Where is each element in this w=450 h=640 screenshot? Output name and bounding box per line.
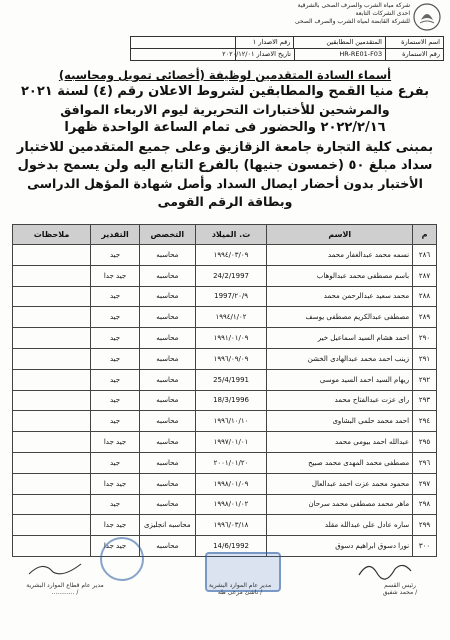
- grade: جيد: [91, 348, 140, 369]
- announcement-line-2: بفرع منيا القمح والمطابقين لشروط الاعلان رقم (٤) لسنة ٢٠٢١: [20, 84, 429, 99]
- notes: [13, 245, 91, 266]
- candidate-name: عبدالله احمد بيومى محمد: [267, 432, 413, 453]
- grade: جيد جدا: [91, 536, 140, 557]
- birth-date: ١٩٩٨/٠١/٠٩: [195, 473, 267, 494]
- specialty: محاسبه: [139, 369, 195, 390]
- table-row: [13, 245, 437, 266]
- header-number: م: [413, 225, 437, 245]
- grade: جيد جدا: [91, 265, 140, 286]
- notes: [13, 536, 91, 557]
- notes: [13, 515, 91, 536]
- candidate-name: ريهام السيد احمد السيد موسى: [267, 369, 413, 390]
- signature-name: / ناشئ مرعى طه: [217, 589, 263, 596]
- birth-date: ١٩٩٧/٠١/٠١: [195, 432, 267, 453]
- specialty: محاسبه: [139, 411, 195, 432]
- table-row: [13, 286, 437, 307]
- specialty: محاسبه: [139, 452, 195, 473]
- birth-date: ٢٠٠١/٠١/٢٠: [195, 452, 267, 473]
- specialty: محاسبه: [139, 328, 195, 349]
- table-row: [13, 348, 437, 369]
- edition-label: رقم الاصدار ١: [235, 37, 293, 48]
- form-name-label: اسم الاستمارة: [385, 37, 443, 48]
- table-body: [13, 245, 437, 557]
- specialty: محاسبه: [139, 473, 195, 494]
- grade: جيد جدا: [91, 515, 140, 536]
- grade: جيد: [91, 286, 140, 307]
- candidate-name: باسم مصطفى محمد عبدالوهاب: [267, 265, 413, 286]
- birth-date: ١٩٩٦/٠٣/١٨: [195, 515, 267, 536]
- specialty: محاسبه: [139, 265, 195, 286]
- signature-name: / محمد شفيق: [382, 589, 418, 596]
- birth-date: 25/4/1991: [195, 369, 267, 390]
- birth-date: ٢٠/٩/1997: [195, 286, 267, 307]
- company-line: احدى الشركات التابعة: [355, 10, 410, 17]
- candidate-name: راى عزت عبدالفتاح محمد: [267, 390, 413, 411]
- announcement-line-8: وبطاقة الرقم القومى: [157, 194, 293, 209]
- announcement-line-7: الأختبار بدون أحضار ايصال السداد وأصل شهادة المؤهل الدراسى: [27, 176, 423, 191]
- table-header-row: [13, 225, 437, 245]
- candidate-name: احمد هشام السيد اسماعيل خير: [267, 328, 413, 349]
- notes: [13, 328, 91, 349]
- specialty: محاسبه: [139, 348, 195, 369]
- table-row: [13, 473, 437, 494]
- form-info-box: [130, 36, 444, 61]
- candidate-name: ساره عادل على عبدالله مقلد: [267, 515, 413, 536]
- grade: جيد: [91, 307, 140, 328]
- notes: [13, 411, 91, 432]
- candidate-name: محمد سعيد عبدالرحمن محمد: [267, 286, 413, 307]
- row-number: ٢٩٤: [413, 411, 437, 432]
- candidate-name: مصطفى محمد المهدى محمد صبيح: [267, 452, 413, 473]
- row-number: ٢٩٨: [413, 494, 437, 515]
- grade: جيد: [91, 452, 140, 473]
- table-row: [13, 390, 437, 411]
- form-empty-cell: [131, 37, 235, 48]
- company-line: للشركة القابضة لمياه الشرب والصرف الصحى: [294, 18, 410, 25]
- notes: [13, 348, 91, 369]
- grade: جيد جدا: [91, 432, 140, 453]
- specialty: محاسبه: [139, 390, 195, 411]
- candidate-name: ماهر محمد مصطفى محمد سرحان: [267, 494, 413, 515]
- notes: [13, 307, 91, 328]
- table-row: [13, 265, 437, 286]
- header-birthdate: ت. الميلاد: [195, 225, 267, 245]
- company-line: شركة مياه الشرب والصرف الصحى بالشرقية: [297, 2, 410, 9]
- row-number: ٢٩٦: [413, 452, 437, 473]
- table-row: [13, 494, 437, 515]
- grade: جيد: [91, 494, 140, 515]
- specialty: محاسبه: [139, 245, 195, 266]
- table-row: [13, 411, 437, 432]
- candidates-table: [12, 224, 437, 557]
- row-number: ٢٩٣: [413, 390, 437, 411]
- specialty: محاسبه: [139, 494, 195, 515]
- row-number: ٢٨٧: [413, 265, 437, 286]
- signature-title: مدير عام الموارد البشرية: [208, 582, 272, 589]
- form-no-label: رقم الاستمارة: [385, 49, 443, 60]
- row-number: ٢٩٩: [413, 515, 437, 536]
- form-no-value: HR-RE01-F03: [294, 49, 385, 60]
- announcement-line-6: سداد مبلغ ٥٠ (خمسون جنيها) بالفرع التابع اليه ولن يسمح بدخول: [17, 158, 433, 173]
- birth-date: 18/3/1996: [195, 390, 267, 411]
- candidate-name: نسمه محمد عبدالغفار محمد: [267, 245, 413, 266]
- table-row: [13, 369, 437, 390]
- header-grade: التقدير: [91, 225, 140, 245]
- signature-block-left: [10, 582, 120, 596]
- announcement-line-4: ٢٠٢٢/٢/١٦ والحضور فى تمام الساعة الواحدة ظهرا: [64, 120, 386, 135]
- candidate-name: نورا دسوق ابراهيم دسوق: [267, 536, 413, 557]
- signature-title: رئيس القسم: [384, 582, 416, 589]
- announcement-line-1: [12, 68, 438, 82]
- specialty: محاسبه: [139, 432, 195, 453]
- birth-date: ١٩٩١/٠١/٠٩: [195, 328, 267, 349]
- notes: [13, 390, 91, 411]
- specialty: محاسبه: [139, 286, 195, 307]
- company-header: [170, 2, 410, 26]
- table-row: [13, 515, 437, 536]
- header-notes: ملاحظات: [13, 225, 91, 245]
- announcement-text: أسماء السادة المتقدمين لوظيفة (أخصائى تمويل ومحاسبه): [58, 68, 392, 82]
- birth-date: ١٩٩٤/١/٠٢: [195, 307, 267, 328]
- notes: [13, 369, 91, 390]
- birth-date: 14/6/1992: [195, 536, 267, 557]
- specialty: محاسبه: [139, 307, 195, 328]
- row-number: ٢٨٨: [413, 286, 437, 307]
- notes: [13, 494, 91, 515]
- form-row: [131, 49, 443, 60]
- signature-name: / ............: [51, 589, 79, 596]
- row-number: ٣٠٠: [413, 536, 437, 557]
- candidate-name: محمود محمد عزت احمد عبدالعال: [267, 473, 413, 494]
- date-label: تاريخ الاصدار ٢٠٢٠/١٢/٠١: [235, 49, 294, 60]
- row-number: ٢٨٦: [413, 245, 437, 266]
- notes: [13, 286, 91, 307]
- candidate-name: زينب احمد محمد عبدالهادى الخشن: [267, 348, 413, 369]
- handwritten-signature: [25, 558, 85, 580]
- announcement-line-5: بمبنى كلية التجارة جامعة الزقازيق وعلى جميع المتقدمين للاختبار: [16, 140, 434, 155]
- company-logo: [412, 2, 442, 32]
- form-name-value: المتقدمين المطابقين: [293, 37, 385, 48]
- candidate-name: احمد محمد حلمى البشاوى: [267, 411, 413, 432]
- row-number: ٢٩٥: [413, 432, 437, 453]
- birth-date: ١٩٩٦/١٠/١٠: [195, 411, 267, 432]
- grade: جيد: [91, 390, 140, 411]
- grade: جيد: [91, 411, 140, 432]
- signature-title: مدير عام قطاع الموارد البشرية: [26, 582, 104, 589]
- candidate-name: مصطفى عبدالكريم مصطفى يوسف: [267, 307, 413, 328]
- notes: [13, 452, 91, 473]
- specialty: محاسبه: [139, 536, 195, 557]
- birth-date: ١٩٩٦/٠٩/٠٩: [195, 348, 267, 369]
- grade: جيد: [91, 328, 140, 349]
- birth-date: ١٩٩٨/٠١/٠٢: [195, 494, 267, 515]
- round-stamp: [100, 537, 144, 581]
- table-row: [13, 432, 437, 453]
- notes: [13, 432, 91, 453]
- row-number: ٢٩١: [413, 348, 437, 369]
- announcement-line-3: والمرشحين للأختبارات التحريرية ليوم الاربعاء الموافق: [60, 102, 390, 117]
- table-row: [13, 328, 437, 349]
- row-number: ٢٩٠: [413, 328, 437, 349]
- table-row: [13, 452, 437, 473]
- birth-date: 24/2/1997: [195, 265, 267, 286]
- notes: [13, 473, 91, 494]
- handwritten-signature: [355, 555, 415, 583]
- grade: جيد: [91, 245, 140, 266]
- header-specialty: التخصص: [139, 225, 195, 245]
- row-number: ٢٩٢: [413, 369, 437, 390]
- table-row: [13, 307, 437, 328]
- row-number: ٢٨٩: [413, 307, 437, 328]
- signature-block-middle: [200, 582, 280, 596]
- specialty: محاسبه انجليزى: [139, 515, 195, 536]
- form-row: [131, 37, 443, 49]
- grade: جيد: [91, 369, 140, 390]
- notes: [13, 265, 91, 286]
- signature-block-right: [360, 582, 440, 596]
- grade: جيد جدا: [91, 473, 140, 494]
- header-name: الاسم: [267, 225, 413, 245]
- form-empty-cell: [131, 49, 235, 60]
- row-number: ٢٩٧: [413, 473, 437, 494]
- birth-date: ١٩٩٤/٠٣/٠٩: [195, 245, 267, 266]
